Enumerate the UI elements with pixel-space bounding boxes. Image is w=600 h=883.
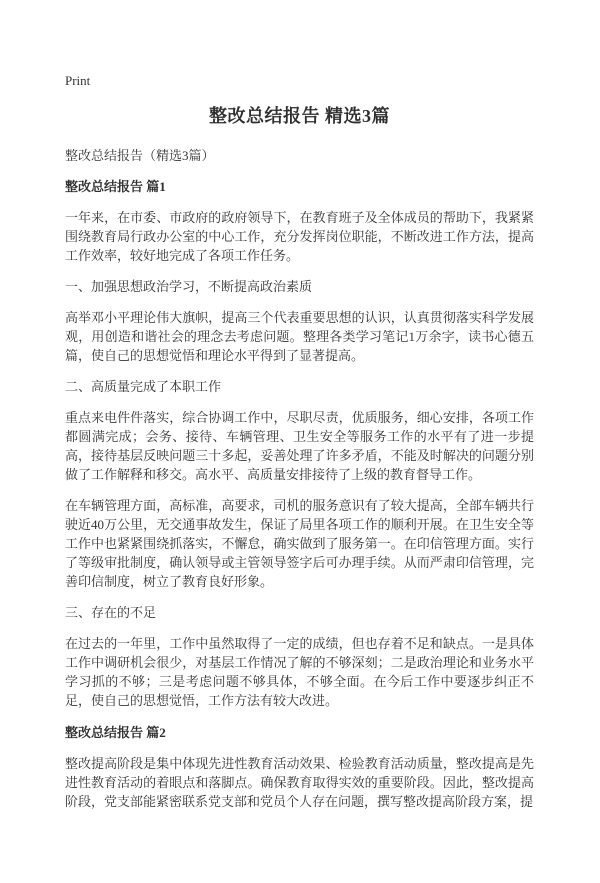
paragraph-report-2-intro: 整改提高阶段是集中体现先进性教育活动效果、检验教育活动质量，整改提高是先进性教育活动的着眼点和落脚点。确保教育取得实效的重要阶段。因此，整改提高阶段，党支部能紧密联系党支部和党员个人存在问题，撰写整改提高阶段方案，提 [65,756,534,809]
paragraph-point-3-title: 三、存在的不足 [65,605,157,620]
paragraph-point-2-title: 二、高质量完成了本职工作 [65,379,222,394]
section-heading-report-2: 整改总结报告 篇2 [65,725,166,740]
paragraph-intro: 一年来，在市委、市政府的政府领导下，在教育班子及全体成员的帮助下，我紧紧围绕教育局行政办公室的中心工作，充分发挥岗位职能，不断改进工作方法，提高工作效率，较好地完成了各项工作任务。 [65,210,534,263]
paragraph-point-2-body-1: 重点来电件件落实，综合协调工作中，尽职尽责，优质服务，细心安排，各项工作都圆满完成；会务、接待、车辆管理、卫生安全等服务工作的水平有了进一步提高，接待基层反映问题三十多起，妥善处理了许多矛盾，不能及时解决的问题分别做了工作解释和移交。高水平、高质量安排接待了上级的教育督导工作。 [65,410,534,482]
paragraph-point-1-body: 高举邓小平理论伟大旗帜，提高三个代表重要思想的认识，认真贯彻落实科学发展观，用创造和谐社会的理念去考虑问题。整理各类学习笔记1万余字，读书心德五篇，使自己的思想觉悟和理论水平得到了显著提高。 [65,310,534,363]
paragraph-point-3-body: 在过去的一年里，工作中虽然取得了一定的成绩，但也存着不足和缺点。一是具体工作中调研机会很少，对基层工作情况了解的不够深刻；二是政治理论和业务水平学习抓的不够；三是考虑问题不够具体，不够全面。在今后工作中要逐步纠正不足，使自己的思想觉悟，工作方法有较大改进。 [65,636,534,708]
print-button[interactable]: Print [65,73,91,88]
paragraph-point-1-title: 一、加强思想政治学习，不断提高政治素质 [65,279,313,294]
page-title: 整改总结报告 精选3篇 [209,106,390,126]
paragraph-point-2-body-2: 在车辆管理方面，高标准，高要求，司机的服务意识有了较大提高，全部车辆共行驶近40万公里，无交通事故发生，保证了局里各项工作的顺利开展。在卫生安全等工作中也紧紧围绕抓落实，不懈怠，确实做到了服务第一。在印信管理方面。实行了等级审批制度，确认领导或主管领导签字后可办理手续。从而严肃印信管理，完善印信制度，树立了教育良好形象。 [65,498,534,589]
article-body [65,177,534,811]
section-heading-report-1: 整改总结报告 篇1 [65,179,166,194]
page-subtitle: 整改总结报告（精选3篇） [65,148,215,163]
